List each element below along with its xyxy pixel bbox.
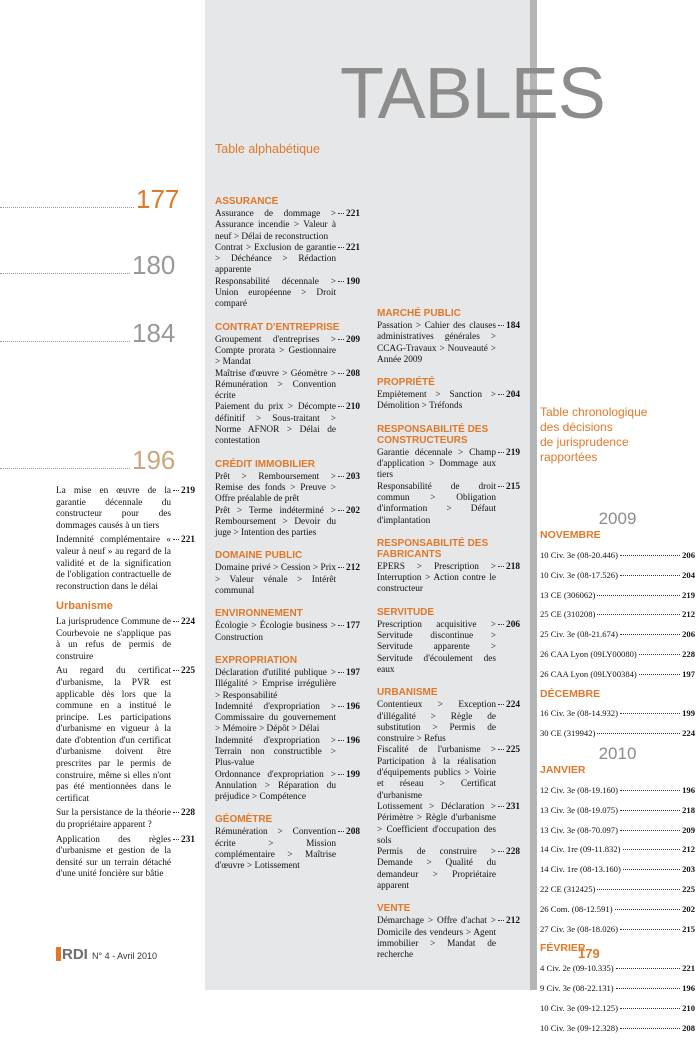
index-entry-page: 212 [346,563,360,574]
index-entry-text: 10 Civ. 3e (08-20.446) [540,550,618,560]
index-section-heading: RESPONSABILITÉ DES CONSTRUCTEURS [377,423,489,446]
index-entry-page: 219 [682,589,695,600]
leader-dots [620,713,680,714]
leader-dots [597,889,680,890]
index-entry [215,506,360,540]
index-entry-text: Prescription acquisitive > Servitude discontinue > Servitude apparente > Servitude d'écoulement des eaux [377,619,497,675]
index-entry [540,1003,695,1014]
leader-dots [498,486,504,487]
index-entry-page: 199 [346,769,360,780]
number-rule [0,341,130,342]
index-entry-text: Garantie décennale > Champ d'application > Dommage aux tiers [377,447,497,481]
index-entry-page: 208 [346,368,360,379]
index-entry-text: Déclaration d'utilité publique > Illégalité > Emprise irrégulière > Responsabilité [215,667,337,701]
leader-dots [338,373,344,374]
index-entry-text: Prêt > Remboursement > Remise des fonds > Preuve > Offre préalable de prêt [215,471,337,505]
index-section-heading: GÉOMÈTRE [215,814,273,826]
index-entry [215,827,360,872]
index-entry-page: 212 [682,844,695,855]
index-entry-text: Paiement du prix > Décompte définitif > Sous-traitant > Norme AFNOR > Délai de contestation [215,402,337,447]
index-entry-page: 212 [682,609,695,620]
index-entry [540,649,695,660]
article-page: 224 [181,616,195,627]
index-entry [540,963,695,974]
index-entry [540,983,695,994]
index-entry-text: 13 CE (306062) [540,589,596,600]
index-entry-text: Prêt > Terme indéterminé > Remboursement > Devoir du juge > Intention des parties [215,505,337,539]
leader-dots [498,920,504,921]
index-section-heading: SERVITUDE [377,606,435,618]
index-entry [540,884,695,895]
section-page-number: 184 [132,318,176,348]
rdi-logo [56,946,88,963]
index-entry-page: 209 [682,824,695,835]
index-section [377,607,520,676]
leader-dots [620,790,680,791]
leader-dots [597,595,680,596]
leader-dots [338,339,344,340]
index-entry-page: 206 [506,619,520,630]
leader-dots [597,614,680,615]
left-subheading: Urbanisme [56,600,113,613]
leader-dots [620,929,680,930]
leader-dots [338,672,344,673]
index-entry [540,550,695,561]
index-entry-page: 210 [346,402,360,413]
index-entry [540,785,695,796]
index-section-heading: PROPRIÉTÉ [377,377,435,389]
index-entry-text: 16 Civ. 3e (08-14.932) [540,708,618,719]
leader-dots [338,740,344,741]
leader-dots [173,621,179,622]
leader-dots [173,839,179,840]
chrono-year: 2010 [598,743,637,763]
article-entry [56,808,195,831]
leader-dots [498,851,504,852]
index-entry-text: 26 CAA Lyon (09LY00384) [540,668,637,679]
index-entry [540,728,695,739]
index-entry-page: 231 [506,801,520,812]
index-entry [377,482,520,527]
leader-dots [639,674,680,675]
index-entry-text: 10 Civ. 3e (09-12.328) [540,1022,618,1033]
index-entry-page: 228 [506,847,520,858]
index-column-1 [215,196,360,884]
index-section-heading: RESPONSABILITÉ DES FABRICANTS [377,537,489,560]
page-title: TABLES [340,54,605,134]
index-entry-text: 30 CE (319942) [540,728,596,739]
index-entry-text: Responsabilité décennale > Union européenne > Droit comparé [215,276,337,310]
number-rule [0,273,130,274]
index-entry-text: Indemnité d'expropriation > Commissaire du gouvernement > Mémoire > Dépôt > Délai [215,701,337,735]
index-section [215,459,360,540]
leader-dots [338,774,344,775]
index-entry [377,390,520,413]
index-entry-text: Contentieux > Exception d'illégalité > Règle de substitution > Permis de construire > Refus [377,700,497,745]
index-entry-page: 219 [506,447,520,458]
index-entry [215,563,360,597]
index-entry-page: 203 [346,471,360,482]
index-section [377,424,520,527]
index-entry-page: 197 [346,667,360,678]
index-entry [540,904,695,915]
index-entry-text: Lotissement > Déclaration > Périmètre > Règle d'urbanisme > Coefficient d'occupation des sols [377,801,497,846]
index-entry [540,629,695,640]
index-entry [540,590,695,601]
section-page-number: 180 [132,250,176,280]
chrono-month: JANVIER [540,764,586,777]
index-section [377,903,520,961]
index-entry-text: 22 CE (312425) [540,883,596,894]
index-entry [540,1023,695,1034]
leader-dots [338,281,344,282]
index-section-heading: CONTRAT D'ENTREPRISE [215,321,340,333]
index-entry-text: Rémunération > Convention écrite > Mission complémentaire > Maîtrise d'œuvre > Lotissement [215,827,337,872]
index-entry-text: 14 Civ. 1re (09-11.832) [540,844,621,855]
number-rule [0,207,134,208]
article-title: Indemnité complémentaire « valeur à neuf » au regard de la validité et de la signification de l'obligation contractuelle de reconstruction dans le délai [56,535,172,592]
index-column-2 [377,308,520,972]
index-entry-page: 204 [506,390,520,401]
leader-dots [498,394,504,395]
leader-dots [620,575,680,576]
index-section [215,550,360,597]
index-section-heading: URBANISME [377,687,438,699]
index-entry [540,924,695,935]
article-page: 231 [181,834,195,845]
index-section-heading: DOMAINE PUBLIC [215,550,303,562]
index-entry [215,621,360,644]
index-entry-page: 221 [682,963,695,974]
index-entry-page: 196 [682,982,695,993]
article-title: La mise en œuvre de la garantie décennale du constructeur pour des dommages causés à un tiers [56,486,172,531]
chrono-heading-line: Table chronologique [540,405,648,419]
article-entry [56,666,195,805]
index-section-heading: MARCHÉ PUBLIC [377,308,461,319]
chrono-heading-line: de jurisprudence [540,435,629,449]
index-entry-page: 218 [506,561,520,572]
index-entry-page: 177 [346,621,360,632]
index-entry-text: Domaine privé > Cession > Prix > Valeur vénale > Intérêt communal [215,563,337,597]
article-title: Au regard du certificat d'urbanisme, la PVR est applicable dès lors que la commune en a institué le principe. Les participations d'urbanisme en vigueur à la date d'obtention d'un certificat d'urbanisme doivent être prescrites par le permis de construire, même si elles n'ont pas été mentionnées dans le certificat [56,666,172,804]
article-page: 228 [181,808,195,819]
index-entry-text: 27 Civ. 3e (08-18.026) [540,923,618,934]
index-entry-text: 26 Com. (08-12.591) [540,903,613,914]
index-section-heading: CRÉDIT IMMOBILIER [215,458,315,470]
article-entry [56,535,195,593]
index-entry-text: Groupement d'entreprises > Compte prorata > Gestionnaire > Mandat [215,334,337,368]
index-entry-text: Assurance de dommage > Assurance incendie > Valeur à neuf > Délai de reconstruction [215,209,337,242]
index-entry [215,209,360,243]
leader-dots [498,704,504,705]
index-entry-text: Ordonnance d'expropriation > Annulation > Réparation du préjudice > Compétence [215,769,337,803]
index-section-heading: ASSURANCE [215,196,279,207]
index-entry-page: 196 [682,784,695,795]
index-entry-page: 202 [346,505,360,516]
leader-dots [498,749,504,750]
index-entry-text: Passation > Cahier des clauses administratives générales > CCAG-Travaux > Nouveauté > Année 2009 [377,321,497,365]
index-section [215,655,360,804]
index-entry-text: 10 Civ. 3e (09-12.125) [540,1002,618,1013]
leader-dots [616,988,680,989]
index-entry [540,570,695,581]
leader-dots [173,539,179,540]
section-page-number: 196 [132,445,176,475]
leader-dots [498,566,504,567]
leader-dots [338,706,344,707]
index-entry [215,369,360,403]
number-rule [0,468,130,469]
index-entry [215,402,360,447]
index-entry [215,770,360,804]
index-section-heading: ENVIRONNEMENT [215,608,303,620]
index-entry-page: 203 [682,864,695,875]
index-entry [377,620,520,676]
index-section [215,608,360,644]
issue-label: N° 4 - Avril 2010 [92,951,157,961]
index-entry-text: 25 CE (310208) [540,609,596,620]
leader-dots [620,1028,680,1029]
index-entry-page: 208 [682,1022,695,1033]
index-entry [377,847,520,892]
index-entry [215,243,360,277]
index-entry-page: 221 [346,209,360,219]
leader-dots [338,213,344,214]
index-entry [540,864,695,875]
index-entry-page: 184 [506,321,520,331]
leader-dots [620,810,680,811]
article-entry [56,617,195,663]
chrono-table [540,507,695,1042]
article-title: La jurisprudence Commune de Courbevoie ne s'applique pas à un refus de permis de construire [56,616,172,662]
index-entry-page: 215 [506,481,520,492]
leader-dots [498,325,504,326]
leader-dots [623,869,680,870]
index-entry [540,609,695,620]
article-title: Application des règles d'urbanisme et gestion de la densité sur un terrain détaché d'une unité foncière sur bâtie [56,834,172,880]
index-entry [540,669,695,680]
article-page: 219 [181,486,195,496]
leader-dots [498,624,504,625]
leader-dots [597,733,680,734]
index-entry [377,321,520,366]
index-entry-text: Indemnité d'expropriation > Terrain non constructible > Plus-value [215,735,337,769]
leader-dots [338,567,344,568]
index-entry-text: Maîtrise d'œuvre > Géomètre > Rémunération > Convention écrite [215,368,337,402]
section-page-number: 177 [136,184,180,214]
article-entry [56,486,195,532]
index-entry-page: 197 [682,668,695,679]
index-entry-page: 215 [682,923,695,934]
index-entry [215,668,360,702]
index-entry-text: 14 Civ. 1re (08-13.160) [540,864,621,875]
index-entry-page: 206 [682,550,695,560]
index-entry-page: 210 [682,1002,695,1013]
index-entry-page: 196 [346,701,360,712]
index-entry-page: 209 [346,334,360,345]
index-section [215,196,360,311]
chrono-table-heading [540,405,647,465]
index-entry [540,708,695,719]
index-entry-page: 212 [506,916,520,927]
index-entry-text: 9 Civ. 3e (08-22.131) [540,982,614,993]
index-section [377,687,520,892]
index-entry-text: EPERS > Prescription > Interruption > Action contre le constructeur [377,561,497,595]
index-entry-text: Fiscalité de l'urbanisme > Participation à la réalisation d'équipements publics > Voirie et réseau > Certificat d'urbanisme [377,745,497,801]
logo-text: RDI [62,946,88,963]
index-entry-text: 25 Civ. 3e (08-21.674) [540,629,618,640]
index-section [215,814,360,872]
right-vertical-rule [530,0,537,990]
index-entry-text: Écologie > Écologie business > Construction [215,621,337,643]
chrono-month: NOVEMBRE [540,529,601,542]
index-entry [540,805,695,816]
leader-dots [173,490,179,491]
index-entry [215,472,360,506]
index-entry-page: 218 [682,804,695,815]
index-entry [377,745,520,801]
index-entry [540,844,695,855]
index-entry-page: 199 [682,708,695,719]
index-entry [540,825,695,836]
index-section [377,377,520,413]
index-section [377,538,520,596]
index-entry-page: 224 [506,700,520,711]
leader-dots [338,510,344,511]
index-section-heading: EXPROPRIATION [215,654,298,666]
index-section [215,322,360,448]
chrono-heading-line: rapportées [540,450,598,464]
index-section [377,308,520,366]
leader-dots [338,247,344,248]
index-entry-text: Contrat > Exclusion de garantie > Déchéance > Rédaction apparente [215,242,337,276]
index-entry-page: 208 [346,827,360,838]
index-entry-page: 206 [682,629,695,640]
index-entry [215,702,360,736]
leader-dots [616,968,680,969]
left-article-list [56,486,195,884]
leader-dots [620,634,680,635]
leader-dots [623,849,681,850]
leader-dots [173,812,179,813]
chrono-heading-line: des décisions [540,420,613,434]
index-entry-text: 13 Civ. 3e (08-70.097) [540,824,618,835]
page-number: 179 [578,946,600,961]
index-entry [377,916,520,961]
index-entry-page: 204 [682,569,695,580]
index-entry-text: 13 Civ. 3e (08-19.075) [540,804,618,815]
index-entry-page: 221 [346,242,360,253]
leader-dots [338,831,344,832]
index-entry-text: 26 CAA Lyon (09LY00080) [540,648,637,659]
index-entry [377,802,520,847]
article-title: Sur la persistance de la théorie du propriétaire apparent ? [56,808,172,831]
article-entry [56,835,195,881]
chrono-month: DÉCEMBRE [540,687,601,700]
index-entry [215,736,360,770]
index-entry-text: 10 Civ. 3e (08-17.526) [540,569,618,580]
index-entry-page: 190 [346,276,360,287]
index-entry [377,562,520,596]
index-entry-page: 225 [506,745,520,756]
leader-dots [338,476,344,477]
leader-dots [338,625,344,626]
chrono-year: 2009 [598,509,637,528]
leader-dots [338,406,344,407]
leader-dots [498,806,504,807]
leader-dots [620,555,680,556]
index-entry-page: 202 [682,903,695,914]
index-entry-text: 4 Civ. 2e (09-10.335) [540,963,614,974]
leader-dots [620,1008,680,1009]
index-entry-page: 225 [682,883,695,894]
index-section-heading: VENTE [377,903,411,915]
chrono-month: FÉVRIER [540,942,586,955]
index-entry [377,448,520,482]
index-entry-page: 196 [346,735,360,746]
index-entry-text: Permis de construire > Demande > Qualité du demandeur > Propriétaire apparent [377,847,497,891]
index-entry-text: Empiètement > Sanction > Démolition > Tréfonds [377,390,497,412]
leader-dots [620,830,680,831]
article-page: 225 [181,666,195,677]
index-entry [215,277,360,311]
index-entry-page: 228 [682,648,695,659]
article-page: 221 [181,535,195,546]
index-entry-text: Responsabilité de droit commun > Obligation d'information > Défaut d'implantation [377,481,497,526]
leader-dots [173,670,179,671]
leader-dots [615,909,681,910]
leader-dots [639,654,680,655]
index-entry-text: 12 Civ. 3e (08-19.160) [540,784,618,795]
alphabetical-table-heading: Table alphabétique [215,142,320,156]
index-entry [377,700,520,745]
index-entry-text: Démarchage > Offre d'achat > Domicile des vendeurs > Agent immobilier > Mandat de recherche [377,916,497,961]
index-entry [215,335,360,369]
leader-dots [498,452,504,453]
index-entry-page: 224 [682,728,695,739]
